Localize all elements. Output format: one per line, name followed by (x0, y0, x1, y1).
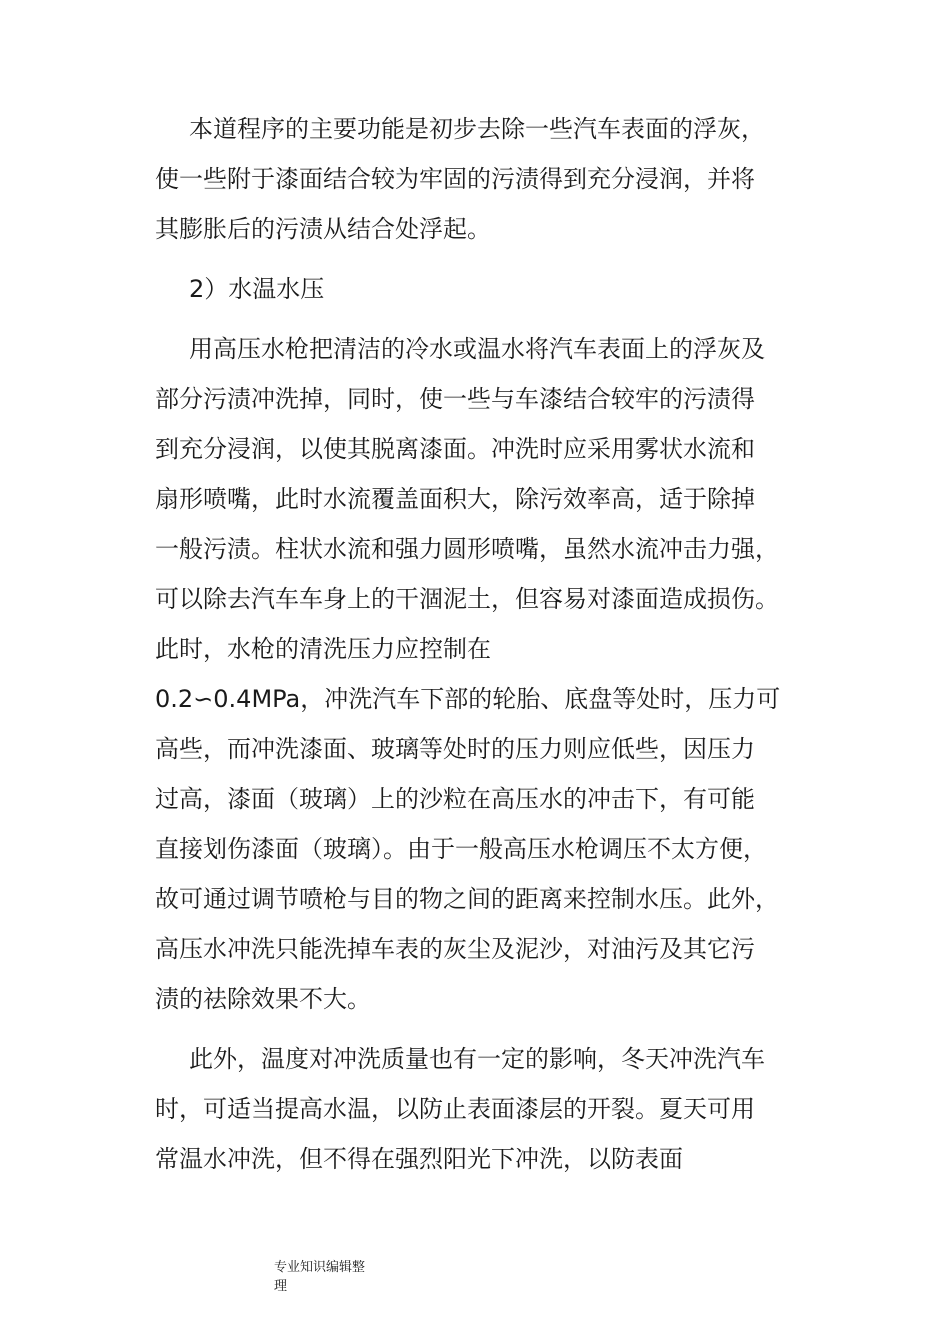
text-line: 此外，温度对冲洗质量也有一定的影响，冬天冲洗汽车 (189, 1045, 765, 1073)
text-line: 直接划伤漆面（玻璃）。由于一般高压水枪调压不太方便， (155, 835, 767, 863)
text-line: 用高压水枪把清洁的冷水或温水将汽车表面上的浮灰及 (189, 335, 765, 363)
text-line: 过高，漆面（玻璃）上的沙粒在高压水的冲击下，有可能 (155, 785, 755, 813)
section-heading (155, 264, 795, 314)
text-line: 故可通过调节喷枪与目的物之间的距离来控制水压。此外， (155, 885, 779, 913)
text-line: 此时，水枪的清洗压力应控制在 (155, 635, 491, 663)
page-footer (274, 1258, 394, 1296)
text-line: 0.2∽0.4MPa，冲洗汽车下部的轮胎、底盘等处时，压力可 (155, 685, 781, 713)
text-line: 其膨胀后的污渍从结合处浮起。 (155, 215, 491, 243)
text-line: 到充分浸润，以使其脱离漆面。冲洗时应采用雾状水流和 (155, 435, 755, 463)
footer-line: 理 (274, 1279, 288, 1294)
paragraph-temperature (155, 1034, 795, 1184)
footer-line: 专业知识编辑整 (274, 1260, 366, 1275)
text-line: 常温水冲洗，但不得在强烈阳光下冲洗，以防表面 (155, 1145, 683, 1173)
text-line: 部分污渍冲洗掉，同时，使一些与车漆结合较牢的污渍得 (155, 385, 755, 413)
text-line: 时，可适当提高水温，以防止表面漆层的开裂。夏天可用 (155, 1095, 755, 1123)
text-line: 高些，而冲洗漆面、玻璃等处时的压力则应低些，因压力 (155, 735, 755, 763)
text-line: 一般污渍。柱状水流和强力圆形喷嘴，虽然水流冲击力强， (155, 535, 779, 563)
text-line: 渍的祛除效果不大。 (155, 985, 371, 1013)
text-line: 高压水冲洗只能洗掉车表的灰尘及泥沙，对油污及其它污 (155, 935, 755, 963)
text-line: 本道程序的主要功能是初步去除一些汽车表面的浮灰， (189, 115, 765, 143)
text-line: 使一些附于漆面结合较为牢固的污渍得到充分浸润，并将 (155, 165, 755, 193)
text-line: 扇形喷嘴，此时水流覆盖面积大，除污效率高，适于除掉 (155, 485, 755, 513)
body-text (155, 104, 795, 1184)
paragraph-water-pressure (155, 324, 795, 1024)
paragraph-intro (155, 104, 795, 254)
heading-text: 2）水温水压 (189, 275, 325, 303)
text-line: 可以除去汽车车身上的干涸泥土，但容易对漆面造成损伤。 (155, 585, 779, 613)
